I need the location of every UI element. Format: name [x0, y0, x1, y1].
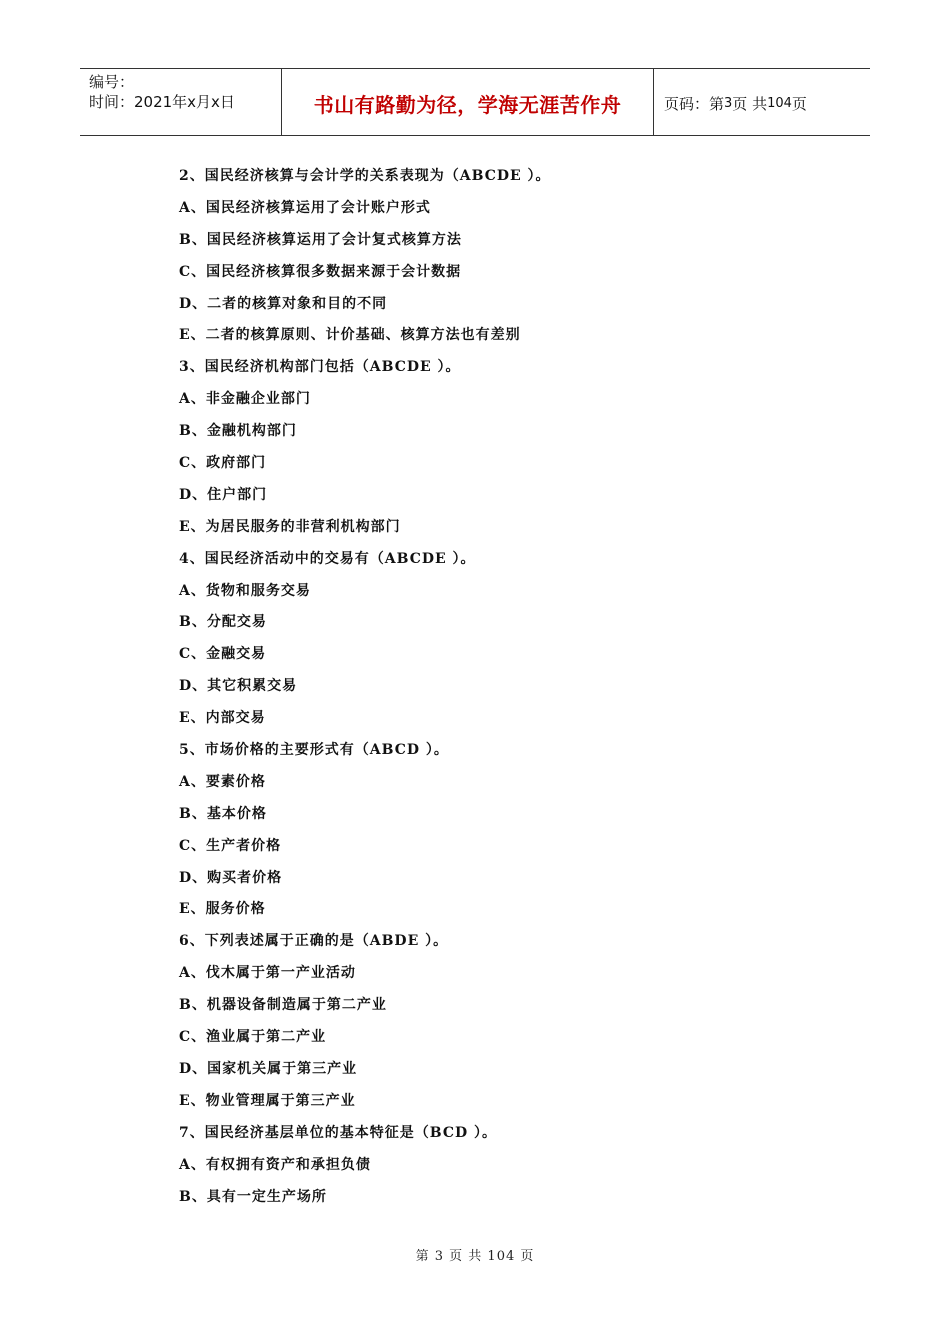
option-line: D、国家机关属于第三产业 [179, 1060, 358, 1077]
header-divider [653, 69, 654, 135]
document-time-label: 时间：2021年x月x日 [89, 93, 235, 111]
question-line: 2、国民经济核算与会计学的关系表现为（ABCDE ）。 [179, 168, 551, 184]
page-total: 104 [767, 95, 792, 111]
page-header [80, 68, 870, 136]
option-line: E、二者的核算原则、计价基础、核算方法也有差别 [179, 327, 521, 344]
question-line: 4、国民经济活动中的交易有（ABCDE ）。 [179, 550, 476, 567]
document-body [179, 160, 819, 1212]
option-line: D、二者的核算对象和目的不同 [179, 295, 388, 312]
option-line: E、服务价格 [179, 901, 266, 918]
option-line: B、金融机构部门 [179, 423, 297, 440]
option-line: E、物业管理属于第三产业 [179, 1092, 356, 1109]
question-line: 7、国民经济基层单位的基本特征是（BCD ）。 [179, 1124, 497, 1141]
question-line: 3、国民经济机构部门包括（ABCDE ）。 [179, 359, 461, 376]
page-current: 3 [724, 95, 733, 111]
page-footer: 第 3 页 共 104 页 [415, 1249, 535, 1264]
question-line: 6、下列表述属于正确的是（ABDE ）。 [179, 933, 449, 950]
option-line: B、国民经济核算运用了会计复式核算方法 [179, 231, 462, 248]
option-line: D、购买者价格 [179, 869, 283, 886]
option-line: C、国民经济核算很多数据来源于会计数据 [179, 263, 462, 280]
option-line: C、生产者价格 [179, 837, 282, 854]
option-line: A、要素价格 [179, 773, 266, 790]
option-line: A、货物和服务交易 [179, 582, 311, 599]
option-line: B、机器设备制造属于第二产业 [179, 997, 387, 1014]
option-line: D、住户部门 [179, 486, 268, 503]
option-line: E、为居民服务的非营利机构部门 [179, 518, 401, 535]
header-meta [89, 72, 235, 112]
page-prefix: 页码：第 [664, 94, 725, 113]
option-line: B、分配交易 [179, 614, 267, 631]
document-number-label: 编号： [89, 73, 135, 91]
option-line: D、其它积累交易 [179, 678, 298, 695]
header-page-info [664, 69, 807, 137]
page-mid: 页 共 [732, 94, 768, 113]
option-line: C、金融交易 [179, 646, 267, 663]
option-line: A、国民经济核算运用了会计账户形式 [179, 199, 431, 216]
option-line: C、政府部门 [179, 455, 267, 472]
option-line: B、具有一定生产场所 [179, 1188, 327, 1205]
option-line: E、内部交易 [179, 710, 266, 727]
question-line: 5、市场价格的主要形式有（ABCD ）。 [179, 742, 449, 759]
option-line: A、非金融企业部门 [179, 391, 311, 408]
header-motto: 书山有路勤为径，学海无涯苦作舟 [313, 92, 622, 117]
option-line: A、有权拥有资产和承担负债 [179, 1156, 371, 1173]
page-suffix: 页 [791, 94, 807, 113]
option-line: B、基本价格 [179, 805, 267, 822]
option-line: C、渔业属于第二产业 [179, 1029, 327, 1046]
option-line: A、伐木属于第一产业活动 [179, 965, 356, 982]
